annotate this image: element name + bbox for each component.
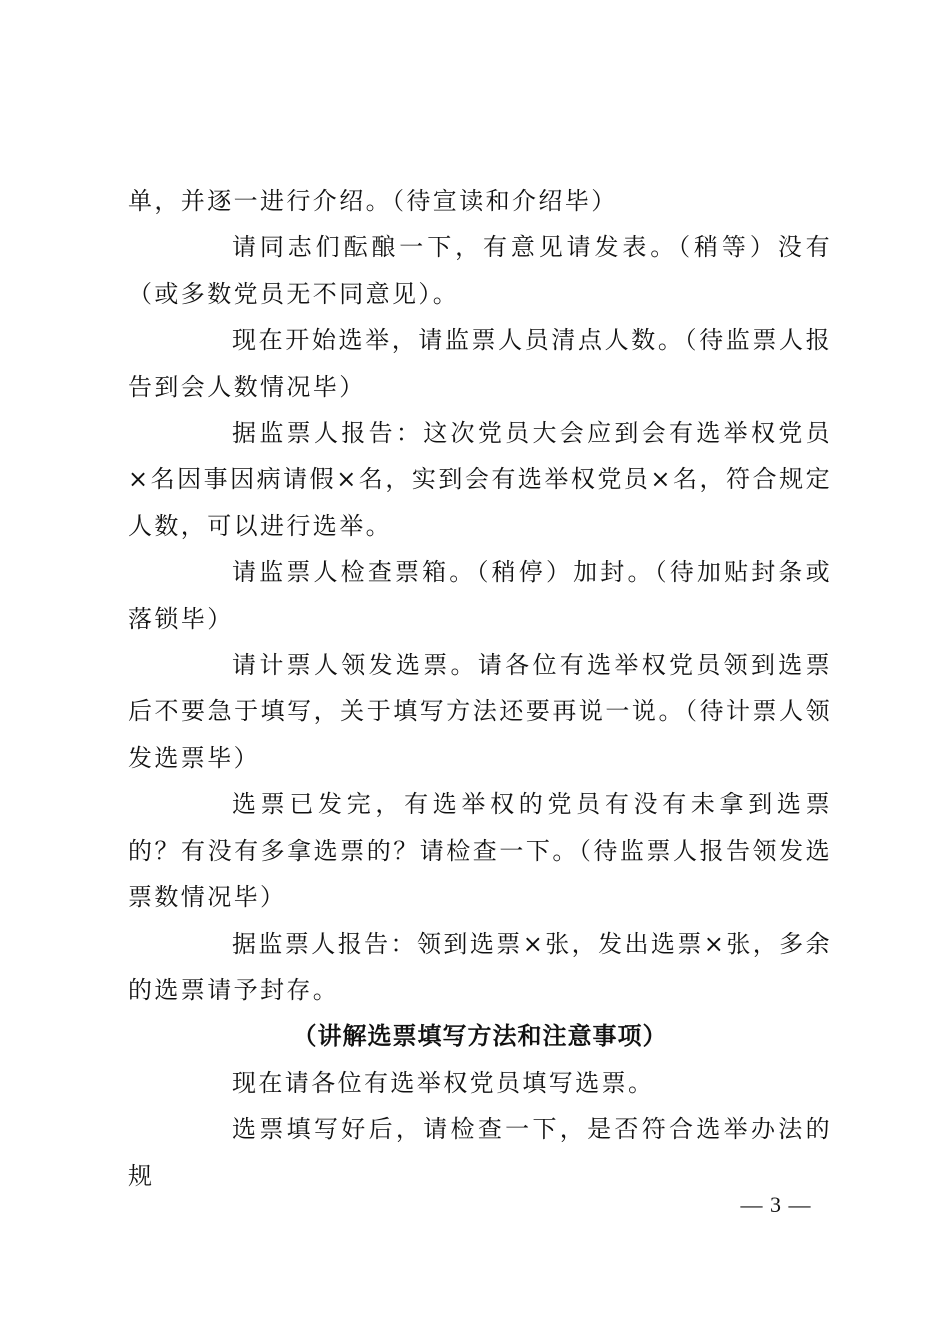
page-number: — 3 — xyxy=(740,1192,812,1217)
paragraph-9: 现在请各位有选举权党员填写选票。 xyxy=(232,1068,655,1097)
paragraph-6: 请计票人领发选票。请各位有选举权党员领到选票后不要急于填写，关于填写方法还要再说一说。（待计票人领发选票毕） xyxy=(128,651,832,772)
paragraph-3: 现在开始选举，请监票人员清点人数。（待监票人报告到会人数情况毕） xyxy=(128,326,832,401)
paragraph-8: 据监票人报告：领到选票×张，发出选票×张，多余的选票请予封存。 xyxy=(128,929,832,1004)
section-heading: （讲解选票填写方法和注意事项） xyxy=(292,1022,668,1051)
paragraph-1: 单，并逐一进行介绍。（待宣读和介绍毕） xyxy=(128,187,618,215)
paragraph-10: 选票填写好后，请检查一下，是否符合选举办法的规 xyxy=(128,1115,832,1190)
paragraph-7: 选票已发完，有选举权的党员有没有未拿到选票的？有没有多拿选票的？请检查一下。（待监票人报告领发选票数情况毕） xyxy=(128,790,832,912)
document-body xyxy=(128,178,832,1199)
paragraph-4: 据监票人报告：这次党员大会应到会有选举权党员×名因事因病请假×名，实到会有选举权党员×名，符合规定人数，可以进行选举。 xyxy=(128,419,832,540)
paragraph-2: 请同志们酝酿一下，有意见请发表。（稍等）没有（或多数党员无不同意见）。 xyxy=(128,233,832,308)
paragraph-5: 请监票人检查票箱。（稍停）加封。（待加贴封条或落锁毕） xyxy=(128,558,832,633)
